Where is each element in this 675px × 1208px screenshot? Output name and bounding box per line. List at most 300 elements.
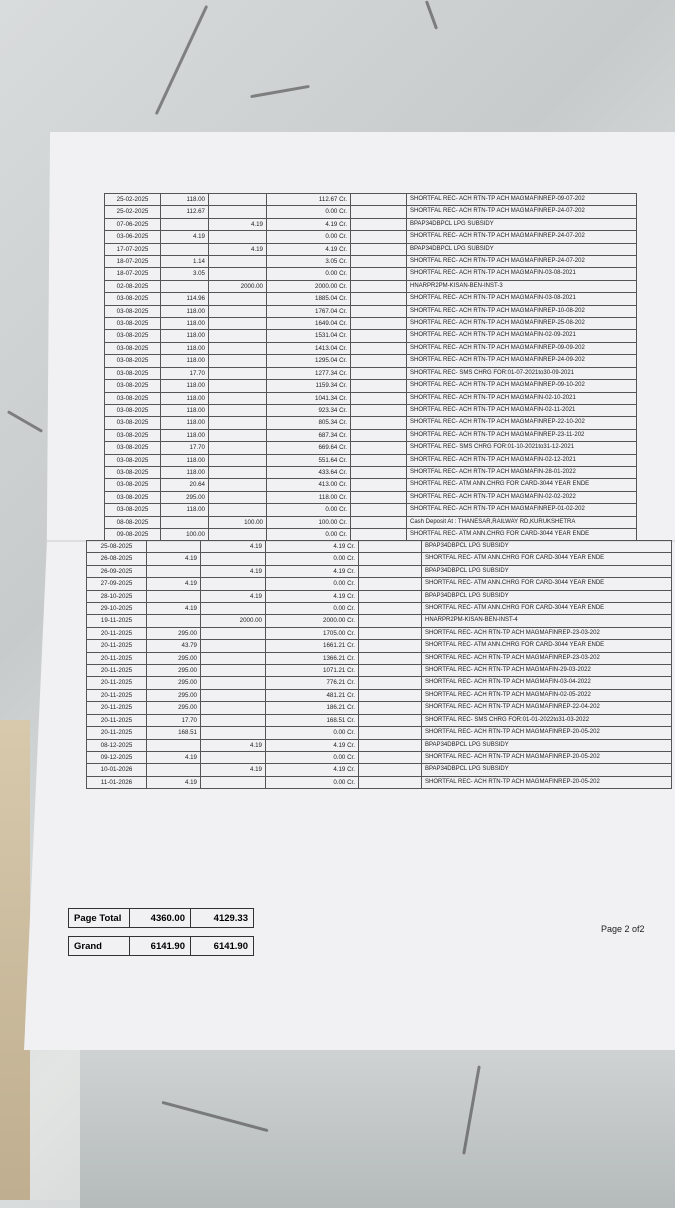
balance: 687.34 Cr.: [267, 429, 351, 441]
txn-date: 08-12-2025: [87, 739, 147, 751]
balance: 433.64 Cr.: [267, 466, 351, 478]
blank-cell: [351, 194, 407, 206]
table-row: [105, 342, 637, 354]
txn-date: 26-08-2025: [87, 553, 147, 565]
narration: SHORTFAL REC- ACH RTN-TP ACH MAGMAFINREP-23-03-202: [422, 652, 672, 664]
blank-cell: [359, 677, 422, 689]
debit-amount: 17.70: [147, 714, 201, 726]
blank-cell: [359, 751, 422, 763]
txn-date: 26-09-2025: [87, 565, 147, 577]
page-total-debit: 4360.00: [130, 909, 191, 928]
credit-amount: [201, 689, 266, 701]
credit-amount: 4.19: [209, 243, 267, 255]
balance: 0.00 Cr.: [267, 206, 351, 218]
table-row: [105, 491, 637, 503]
debit-amount: 4.19: [147, 776, 201, 788]
table-row: [87, 714, 672, 726]
credit-amount: [209, 293, 267, 305]
narration: BPAP34DBPCL LPG SUBSIDY: [422, 739, 672, 751]
txn-date: 03-08-2025: [105, 367, 161, 379]
narration: SHORTFAL REC- SMS CHRG FOR:01-10-2021to31-12-2021: [407, 442, 637, 454]
transactions-table-top: [104, 193, 637, 541]
credit-amount: [201, 727, 266, 739]
narration: SHORTFAL REC- ACH RTN-TP ACH MAGMAFIN-29-03-2022: [422, 665, 672, 677]
narration: SHORTFAL REC- ACH RTN-TP ACH MAGMAFIN-02-11-2021: [407, 404, 637, 416]
txn-date: 03-08-2025: [105, 442, 161, 454]
blank-cell: [359, 627, 422, 639]
debit-amount: [147, 739, 201, 751]
debit-amount: [147, 565, 201, 577]
narration: SHORTFAL REC- ACH RTN-TP ACH MAGMAFINREP-22-04-202: [422, 702, 672, 714]
balance: 4.19 Cr.: [266, 764, 359, 776]
balance: 4.19 Cr.: [267, 218, 351, 230]
debit-amount: 118.00: [161, 404, 209, 416]
narration: BPAP34DBPCL LPG SUBSIDY: [422, 590, 672, 602]
credit-amount: [201, 578, 266, 590]
table-row: [87, 677, 672, 689]
page-total-summary: [68, 908, 254, 928]
table-row: [105, 417, 637, 429]
txn-date: 02-08-2025: [105, 280, 161, 292]
debit-amount: 295.00: [147, 677, 201, 689]
grand-total-summary: [68, 936, 254, 956]
table-row: [105, 528, 637, 540]
marble-vein: [425, 0, 438, 29]
credit-amount: 4.19: [209, 218, 267, 230]
table-row: [87, 565, 672, 577]
grand-total-label: Grand: [69, 937, 130, 956]
blank-cell: [351, 355, 407, 367]
txn-date: 03-08-2025: [105, 491, 161, 503]
credit-amount: [209, 194, 267, 206]
txn-date: 28-10-2025: [87, 590, 147, 602]
credit-amount: 4.19: [201, 590, 266, 602]
table-row: [105, 218, 637, 230]
page-total-row: [69, 909, 254, 928]
table-row: [87, 702, 672, 714]
debit-amount: 100.00: [161, 528, 209, 540]
balance: 118.00 Cr.: [267, 491, 351, 503]
table-row: [87, 615, 672, 627]
blank-cell: [359, 553, 422, 565]
credit-amount: 2000.00: [209, 280, 267, 292]
narration: SHORTFAL REC- ACH RTN-TP ACH MAGMAFIN-28-01-2022: [407, 466, 637, 478]
narration: SHORTFAL REC- ACH RTN-TP ACH MAGMAFIN-02-10-2021: [407, 392, 637, 404]
table-row: [87, 776, 672, 788]
floor-background: [0, 720, 30, 1200]
credit-amount: [201, 751, 266, 763]
txn-date: 20-11-2025: [87, 627, 147, 639]
blank-cell: [351, 454, 407, 466]
credit-amount: [201, 776, 266, 788]
debit-amount: [161, 280, 209, 292]
balance: 0.00 Cr.: [267, 268, 351, 280]
narration: SHORTFAL REC- ACH RTN-TP ACH MAGMAFINREP-20-05-202: [422, 776, 672, 788]
balance: 0.00 Cr.: [267, 504, 351, 516]
txn-date: 20-11-2025: [87, 640, 147, 652]
credit-amount: [209, 268, 267, 280]
txn-date: 03-08-2025: [105, 392, 161, 404]
balance: 0.00 Cr.: [266, 776, 359, 788]
debit-amount: [147, 541, 201, 553]
table-row: [105, 243, 637, 255]
debit-amount: 1.14: [161, 256, 209, 268]
txn-date: 25-08-2025: [87, 541, 147, 553]
narration: SHORTFAL REC- ACH RTN-TP ACH MAGMAFIN-02-02-2022: [407, 491, 637, 503]
txn-date: 07-06-2025: [105, 218, 161, 230]
balance: 0.00 Cr.: [266, 603, 359, 615]
table-row: [105, 206, 637, 218]
debit-amount: 295.00: [147, 702, 201, 714]
blank-cell: [351, 491, 407, 503]
txn-date: 20-11-2025: [87, 727, 147, 739]
debit-amount: 118.00: [161, 330, 209, 342]
table-row: [87, 727, 672, 739]
debit-amount: 43.79: [147, 640, 201, 652]
marble-vein: [155, 5, 208, 115]
narration: SHORTFAL REC- ACH RTN-TP ACH MAGMAFINREP-23-11-202: [407, 429, 637, 441]
table-row: [87, 652, 672, 664]
credit-amount: [201, 702, 266, 714]
txn-date: 03-08-2025: [105, 355, 161, 367]
debit-amount: 3.05: [161, 268, 209, 280]
debit-amount: 295.00: [161, 491, 209, 503]
page-total-label: Page Total: [69, 909, 130, 928]
table-row: [87, 665, 672, 677]
credit-amount: [209, 231, 267, 243]
blank-cell: [351, 342, 407, 354]
balance: 4.19 Cr.: [266, 541, 359, 553]
debit-amount: 118.00: [161, 454, 209, 466]
narration: SHORTFAL REC- ACH RTN-TP ACH MAGMAFINREP-09-09-202: [407, 342, 637, 354]
credit-amount: [209, 417, 267, 429]
balance: 2000.00 Cr.: [267, 280, 351, 292]
blank-cell: [359, 603, 422, 615]
balance: 4.19 Cr.: [267, 243, 351, 255]
table-row: [105, 231, 637, 243]
credit-amount: 4.19: [201, 541, 266, 553]
credit-amount: [209, 330, 267, 342]
narration: SHORTFAL REC- ACH RTN-TP ACH MAGMAFINREP-24-07-202: [407, 206, 637, 218]
txn-date: 17-07-2025: [105, 243, 161, 255]
balance: 4.19 Cr.: [266, 565, 359, 577]
txn-date: 20-11-2025: [87, 677, 147, 689]
debit-amount: 4.19: [147, 603, 201, 615]
blank-cell: [351, 417, 407, 429]
glass-table-edge: [80, 1045, 675, 1208]
credit-amount: [209, 206, 267, 218]
narration: SHORTFAL REC- ACH RTN-TP ACH MAGMAFIN-02-12-2021: [407, 454, 637, 466]
txn-date: 03-08-2025: [105, 466, 161, 478]
credit-amount: [201, 652, 266, 664]
table-row: [105, 367, 637, 379]
blank-cell: [351, 528, 407, 540]
blank-cell: [359, 764, 422, 776]
blank-cell: [351, 479, 407, 491]
narration: SHORTFAL REC- ACH RTN-TP ACH MAGMAFINREP-20-05-202: [422, 727, 672, 739]
blank-cell: [359, 578, 422, 590]
blank-cell: [359, 590, 422, 602]
txn-date: 03-08-2025: [105, 330, 161, 342]
balance: 1071.21 Cr.: [266, 665, 359, 677]
narration: SHORTFAL REC- ACH RTN-TP ACH MAGMAFINREP-24-07-202: [407, 256, 637, 268]
credit-amount: [201, 714, 266, 726]
balance: 1531.04 Cr.: [267, 330, 351, 342]
credit-amount: [209, 454, 267, 466]
credit-amount: [209, 342, 267, 354]
balance: 1705.00 Cr.: [266, 627, 359, 639]
blank-cell: [351, 504, 407, 516]
txn-date: 03-08-2025: [105, 429, 161, 441]
debit-amount: [161, 218, 209, 230]
table-row: [87, 578, 672, 590]
table-row: [87, 640, 672, 652]
grand-total-debit: 6141.90: [130, 937, 191, 956]
table-row: [87, 553, 672, 565]
table-row: [105, 442, 637, 454]
credit-amount: 4.19: [201, 565, 266, 577]
blank-cell: [359, 652, 422, 664]
table-row: [87, 627, 672, 639]
txn-date: 09-12-2025: [87, 751, 147, 763]
table-row: [105, 429, 637, 441]
credit-amount: [209, 380, 267, 392]
balance: 669.64 Cr.: [267, 442, 351, 454]
debit-amount: 295.00: [147, 665, 201, 677]
table-row: [105, 404, 637, 416]
balance: 0.00 Cr.: [266, 578, 359, 590]
blank-cell: [359, 776, 422, 788]
table-row: [105, 479, 637, 491]
blank-cell: [351, 466, 407, 478]
credit-amount: [209, 256, 267, 268]
balance: 776.21 Cr.: [266, 677, 359, 689]
balance: 413.00 Cr.: [267, 479, 351, 491]
txn-date: 03-08-2025: [105, 404, 161, 416]
table-row: [105, 392, 637, 404]
txn-date: 03-08-2025: [105, 293, 161, 305]
txn-date: 25-02-2025: [105, 206, 161, 218]
balance: 923.34 Cr.: [267, 404, 351, 416]
blank-cell: [351, 516, 407, 528]
debit-amount: 4.19: [147, 751, 201, 763]
credit-amount: [209, 479, 267, 491]
debit-amount: 118.00: [161, 417, 209, 429]
table-row: [105, 194, 637, 206]
narration: SHORTFAL REC- ATM ANN.CHRG FOR CARD-3044 YEAR ENDE: [422, 603, 672, 615]
debit-amount: 118.00: [161, 392, 209, 404]
blank-cell: [351, 206, 407, 218]
narration: HNARPR2PM-KISAN-BEN-INST-4: [422, 615, 672, 627]
balance: 4.19 Cr.: [266, 590, 359, 602]
debit-amount: [147, 590, 201, 602]
debit-amount: 168.51: [147, 727, 201, 739]
blank-cell: [351, 318, 407, 330]
balance: 1885.04 Cr.: [267, 293, 351, 305]
credit-amount: [201, 677, 266, 689]
credit-amount: 2000.00: [201, 615, 266, 627]
narration: BPAP34DBPCL LPG SUBSIDY: [422, 764, 672, 776]
txn-date: 29-10-2025: [87, 603, 147, 615]
table-row: [105, 305, 637, 317]
balance: 0.00 Cr.: [266, 751, 359, 763]
table-row: [105, 454, 637, 466]
narration: Cash Deposit At : THANESAR,RAILWAY RD,KURUKSHETRA: [407, 516, 637, 528]
credit-amount: [209, 491, 267, 503]
txn-date: 18-07-2025: [105, 268, 161, 280]
blank-cell: [351, 256, 407, 268]
debit-amount: 118.00: [161, 305, 209, 317]
txn-date: 03-08-2025: [105, 479, 161, 491]
narration: BPAP34DBPCL LPG SUBSIDY: [407, 243, 637, 255]
balance: 1295.04 Cr.: [267, 355, 351, 367]
txn-date: 03-08-2025: [105, 342, 161, 354]
txn-date: 20-11-2025: [87, 665, 147, 677]
txn-date: 03-08-2025: [105, 454, 161, 466]
credit-amount: [209, 305, 267, 317]
debit-amount: 295.00: [147, 689, 201, 701]
credit-amount: 4.19: [201, 739, 266, 751]
blank-cell: [359, 665, 422, 677]
txn-date: 20-11-2025: [87, 714, 147, 726]
blank-cell: [351, 268, 407, 280]
table-row: [105, 330, 637, 342]
debit-amount: 20.64: [161, 479, 209, 491]
credit-amount: 4.19: [201, 764, 266, 776]
narration: SHORTFAL REC- ACH RTN-TP ACH MAGMAFINREP-24-09-202: [407, 355, 637, 367]
table-row: [87, 751, 672, 763]
credit-amount: [209, 429, 267, 441]
narration: SHORTFAL REC- ACH RTN-TP ACH MAGMAFINREP-24-07-202: [407, 231, 637, 243]
credit-amount: [209, 318, 267, 330]
blank-cell: [351, 367, 407, 379]
debit-amount: 17.70: [161, 442, 209, 454]
txn-date: 20-11-2025: [87, 702, 147, 714]
blank-cell: [359, 739, 422, 751]
narration: SHORTFAL REC- ACH RTN-TP ACH MAGMAFIN-03-08-2021: [407, 293, 637, 305]
balance: 1277.34 Cr.: [267, 367, 351, 379]
debit-amount: [147, 764, 201, 776]
narration: SHORTFAL REC- ACH RTN-TP ACH MAGMAFIN-03-04-2022: [422, 677, 672, 689]
txn-date: 11-01-2026: [87, 776, 147, 788]
blank-cell: [351, 392, 407, 404]
page-total-credit: 4129.33: [191, 909, 254, 928]
narration: SHORTFAL REC- ACH RTN-TP ACH MAGMAFINREP-09-10-202: [407, 380, 637, 392]
balance: 1649.04 Cr.: [267, 318, 351, 330]
credit-amount: [209, 442, 267, 454]
debit-amount: [161, 243, 209, 255]
txn-date: 03-08-2025: [105, 417, 161, 429]
credit-amount: [209, 355, 267, 367]
narration: SHORTFAL REC- ACH RTN-TP ACH MAGMAFINREP-23-03-202: [422, 627, 672, 639]
blank-cell: [351, 330, 407, 342]
balance: 0.00 Cr.: [266, 553, 359, 565]
txn-date: 27-09-2025: [87, 578, 147, 590]
credit-amount: [209, 528, 267, 540]
credit-amount: [209, 404, 267, 416]
blank-cell: [351, 243, 407, 255]
debit-amount: 4.19: [161, 231, 209, 243]
balance: 1767.04 Cr.: [267, 305, 351, 317]
table-row: [105, 504, 637, 516]
balance: 1041.34 Cr.: [267, 392, 351, 404]
txn-date: 03-08-2025: [105, 504, 161, 516]
table-row: [105, 268, 637, 280]
debit-amount: 114.96: [161, 293, 209, 305]
credit-amount: [201, 553, 266, 565]
debit-amount: 295.00: [147, 652, 201, 664]
balance: 0.00 Cr.: [266, 727, 359, 739]
table-row: [87, 590, 672, 602]
table-row: [87, 689, 672, 701]
txn-date: 20-11-2025: [87, 652, 147, 664]
credit-amount: [209, 367, 267, 379]
blank-cell: [359, 615, 422, 627]
table-row: [87, 603, 672, 615]
credit-amount: [201, 603, 266, 615]
txn-date: 03-06-2025: [105, 231, 161, 243]
narration: SHORTFAL REC- ACH RTN-TP ACH MAGMAFINREP-10-08-202: [407, 305, 637, 317]
narration: SHORTFAL REC- ATM ANN.CHRG FOR CARD-3044 YEAR ENDE: [407, 479, 637, 491]
marble-vein: [250, 85, 310, 98]
txn-date: 25-02-2025: [105, 194, 161, 206]
txn-date: 19-11-2025: [87, 615, 147, 627]
narration: SHORTFAL REC- ATM ANN.CHRG FOR CARD-3044 YEAR ENDE: [422, 640, 672, 652]
balance: 1661.21 Cr.: [266, 640, 359, 652]
transactions-table-bottom: [86, 540, 672, 789]
debit-amount: [147, 615, 201, 627]
blank-cell: [359, 727, 422, 739]
table-row: [87, 541, 672, 553]
txn-date: 03-08-2025: [105, 318, 161, 330]
table-row: [87, 739, 672, 751]
debit-amount: 4.19: [147, 553, 201, 565]
balance: 1366.21 Cr.: [266, 652, 359, 664]
txn-date: 20-11-2025: [87, 689, 147, 701]
narration: BPAP34DBPCL LPG SUBSIDY: [422, 565, 672, 577]
blank-cell: [351, 442, 407, 454]
debit-amount: 118.00: [161, 194, 209, 206]
table-row: [105, 256, 637, 268]
blank-cell: [359, 640, 422, 652]
balance: 1413.04 Cr.: [267, 342, 351, 354]
credit-amount: [209, 504, 267, 516]
debit-amount: 118.00: [161, 504, 209, 516]
narration: SHORTFAL REC- ATM ANN.CHRG FOR CARD-3044 YEAR ENDE: [422, 578, 672, 590]
balance: 0.00 Cr.: [267, 528, 351, 540]
credit-amount: 100.00: [209, 516, 267, 528]
grand-total-row: [69, 937, 254, 956]
narration: SHORTFAL REC- ACH RTN-TP ACH MAGMAFINREP-01-02-202: [407, 504, 637, 516]
debit-amount: 118.00: [161, 318, 209, 330]
narration: SHORTFAL REC- ACH RTN-TP ACH MAGMAFIN-03-08-2021: [407, 268, 637, 280]
blank-cell: [351, 231, 407, 243]
blank-cell: [359, 714, 422, 726]
balance: 186.21 Cr.: [266, 702, 359, 714]
debit-amount: 118.00: [161, 466, 209, 478]
balance: 805.34 Cr.: [267, 417, 351, 429]
txn-date: 03-08-2025: [105, 380, 161, 392]
txn-date: 03-08-2025: [105, 305, 161, 317]
narration: SHORTFAL REC- ACH RTN-TP ACH MAGMAFINREP-22-10-202: [407, 417, 637, 429]
debit-amount: 112.67: [161, 206, 209, 218]
blank-cell: [351, 305, 407, 317]
balance: 481.21 Cr.: [266, 689, 359, 701]
debit-amount: 295.00: [147, 627, 201, 639]
balance: 3.05 Cr.: [267, 256, 351, 268]
narration: HNARPR2PM-KISAN-BEN-INST-3: [407, 280, 637, 292]
credit-amount: [201, 640, 266, 652]
